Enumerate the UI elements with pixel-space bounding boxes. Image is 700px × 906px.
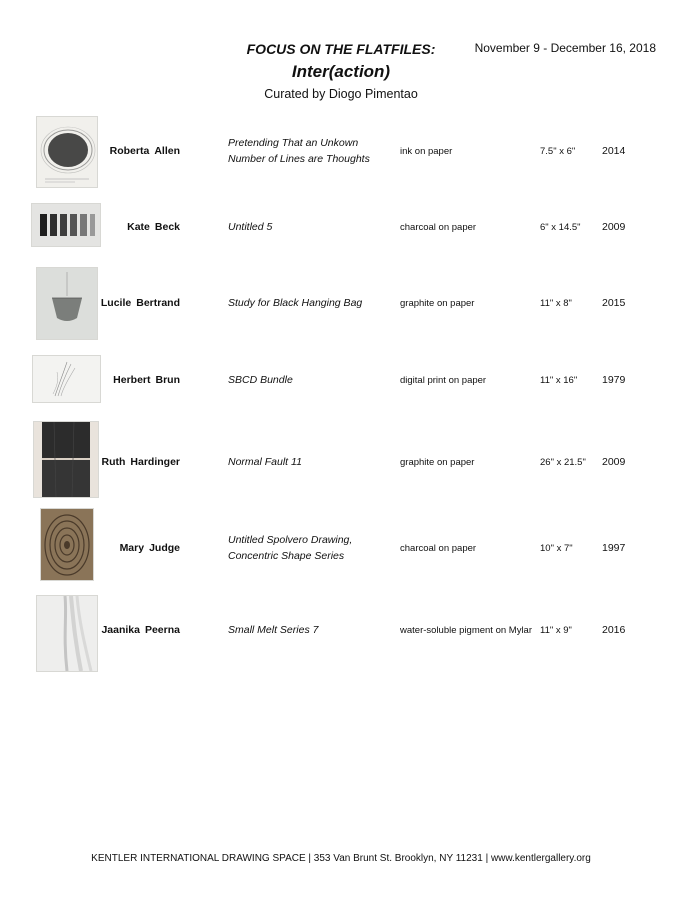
artwork-medium: charcoal on paper [400,222,477,233]
artwork-title: Pretending That an Unkown Number of Lines are Thoughts [228,137,370,165]
artwork-dimensions: 6" x 14.5" [540,222,581,233]
artist-first-name: Kate [127,221,150,233]
artwork-medium: ink on paper [400,146,453,157]
artwork-thumbnail [36,595,98,672]
artwork-year: 1997 [602,542,626,554]
artwork-year: 1979 [602,374,626,386]
artwork-medium: digital print on paper [400,375,487,386]
artwork-title: Untitled Spolvero Drawing, Concentric Shape Series [228,534,353,562]
artwork-dimensions: 11" x 9" [540,625,572,636]
folded-graphite-drawing-image [34,422,98,497]
artwork-title: Small Melt Series 7 [228,624,319,636]
artist-first-name: Herbert [113,374,151,386]
artwork-title: SBCD Bundle [228,374,293,386]
artwork-title: Normal Fault 11 [228,456,302,468]
artist-first-name: Lucile [100,297,132,309]
artwork-thumbnail [40,508,94,581]
artwork-medium: graphite on paper [400,457,475,468]
line-bundle-drawing-image [33,356,100,402]
artist-name [101,297,180,309]
artist-last-name: Beck [154,221,180,233]
artist-name [110,145,180,157]
artist-name [127,221,180,233]
artwork-medium: charcoal on paper [400,543,477,554]
artist-name [113,374,180,386]
artwork-thumbnail [31,203,101,247]
artwork-title: Study for Black Hanging Bag [228,297,363,309]
artwork-title: Untitled 5 [228,221,273,233]
artist-name [120,542,180,554]
artwork-dimensions: 26" x 21.5" [540,457,586,468]
exhibition-subtitle: Inter(action) [291,62,391,81]
exhibition-dates: November 9 - December 16, 2018 [474,41,656,55]
artwork-year: 2009 [602,456,626,468]
artwork-dimensions: 7.5" x 6" [540,146,576,157]
melt-drawing-image [37,596,97,671]
artist-first-name: Mary [119,542,145,554]
charcoal-bars-image [32,204,100,246]
artwork-thumbnail [32,355,101,403]
artwork-medium: graphite on paper [400,298,475,309]
artist-last-name: Hardinger [130,456,180,468]
artist-first-name: Jaanika [101,624,140,636]
artwork-year: 2014 [602,145,626,157]
artist-last-name: Judge [149,542,180,554]
artwork-medium: water-soluble pigment on Mylar [400,625,533,636]
concentric-shape-drawing-image [41,509,93,580]
scribble-drawing-image [37,117,97,187]
artwork-thumbnail [33,421,99,498]
artwork-dimensions: 10" x 7" [540,543,573,554]
artwork-dimensions: 11" x 16" [540,375,578,386]
curator-credit: Curated by Diogo Pimentao [264,87,418,101]
hanging-bag-drawing-image [37,268,97,339]
artwork-year: 2009 [602,221,626,233]
exhibition-title: FOCUS ON THE FLATFILES: [246,41,436,57]
artwork-year: 2015 [602,297,626,309]
artwork-thumbnail [36,116,98,188]
artist-last-name: Brun [155,374,180,386]
artwork-year: 2016 [602,624,626,636]
artist-name [101,624,180,636]
artwork-dimensions: 11" x 8" [540,298,572,309]
artist-first-name: Ruth [101,456,126,468]
artist-last-name: Bertrand [136,297,180,309]
artwork-thumbnail [36,267,98,340]
artist-last-name: Peerna [144,624,180,636]
artist-last-name: Allen [154,145,180,157]
gallery-footer: KENTLER INTERNATIONAL DRAWING SPACE | 353 Van Brunt St. Brooklyn, NY 11231 | www.kentlergallery.org [91,853,591,864]
artist-first-name: Roberta [109,145,150,157]
artist-name [101,456,180,468]
